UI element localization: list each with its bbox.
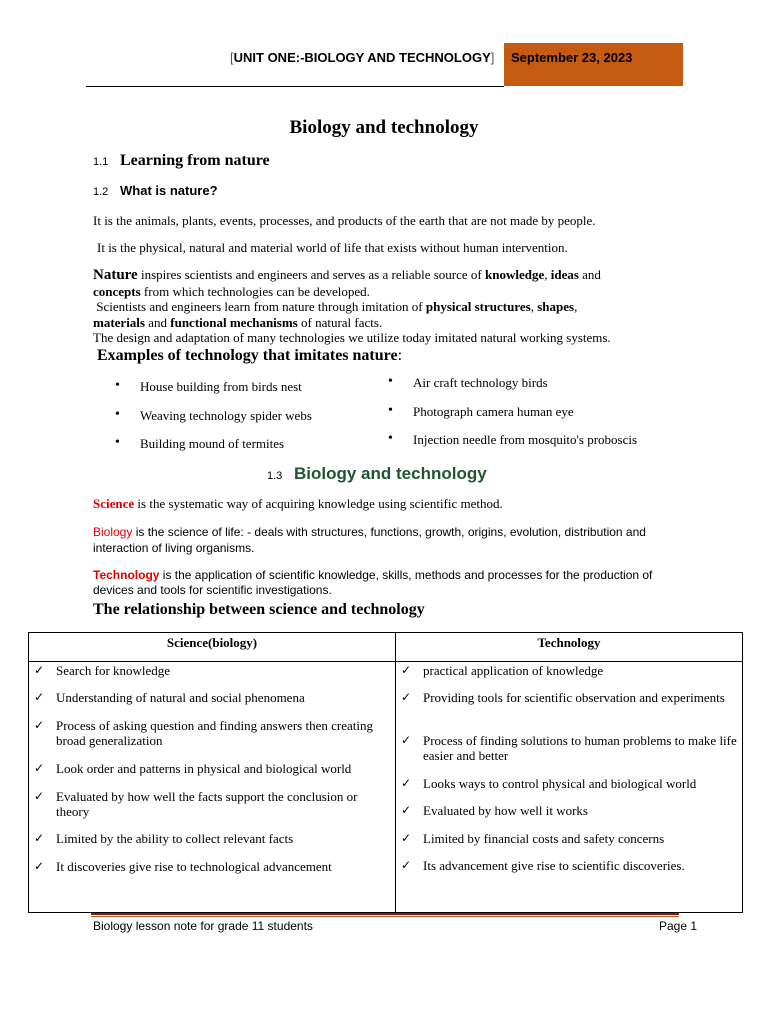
header-date: September 23, 2023 (511, 50, 633, 65)
examples-list-left (115, 379, 312, 465)
term-concepts: concepts (93, 283, 141, 299)
column-header-technology: Technology (537, 635, 601, 650)
list-item (34, 690, 384, 718)
term-physical-structures: physical structures (425, 299, 531, 314)
relationship-heading: The relationship between science and technology (93, 601, 425, 618)
list-item (34, 663, 384, 690)
section-1-3-heading (267, 464, 487, 484)
list-item: • Weaving technology spider webs (115, 408, 312, 437)
check-icon: ✓ (401, 858, 412, 872)
term-biology: Biology (93, 525, 133, 539)
term-technology: Technology (93, 568, 160, 582)
header-divider (29, 661, 742, 662)
section-number: 1.3 (267, 470, 283, 482)
text: , (574, 299, 578, 314)
nature-definition-2: It is the physical, natural and material world of life that exists without human intervention. (97, 240, 568, 255)
column-divider (395, 633, 396, 912)
item-text: Evaluated by how well the facts support the conclusion or theory (56, 789, 358, 819)
term-knowledge: knowledge (485, 267, 545, 282)
item-text: Limited by financial costs and safety concerns (423, 831, 665, 846)
item-text: Look order and patterns in physical and biological world (56, 761, 352, 776)
text: and (578, 267, 601, 282)
check-icon: ✓ (34, 690, 45, 704)
term-nature: Nature (93, 267, 138, 283)
text: of natural facts. (297, 314, 383, 330)
list-item: • House building from birds nest (115, 379, 312, 408)
list-item: • Air craft technology birds (388, 375, 637, 404)
term-functional-mechanisms: functional mechanisms (170, 314, 298, 330)
item-text: Looks ways to control physical and biological world (423, 776, 697, 791)
list-item (401, 803, 741, 831)
examples-list-right (388, 375, 637, 461)
list-item (34, 789, 384, 831)
section-1-2-heading (93, 183, 218, 198)
examples-heading (97, 347, 402, 365)
item-text: Its advancement give rise to scientific discoveries. (423, 858, 685, 873)
definition-text: is the systematic way of acquiring knowledge using scientific method. (134, 496, 503, 511)
list-item (401, 733, 741, 776)
list-item: • Injection needle from mosquito's proboscis (388, 432, 637, 461)
definition-text: is the application of scientific knowledge, skills, methods and processes for the production of devices and tools for scientific investigations. (93, 568, 653, 597)
science-definition (93, 496, 503, 512)
check-icon: ✓ (401, 776, 412, 790)
section-1-1-heading (93, 152, 270, 170)
item-text: It discoveries give rise to technological advancement (56, 859, 332, 874)
item-text: Process of asking question and finding answers then creating broad generalization (56, 718, 373, 748)
page-number: Page 1 (659, 919, 698, 933)
list-item: • Building mound of termites (115, 436, 312, 465)
check-icon: ✓ (401, 733, 412, 747)
section-number: 1.2 (93, 186, 109, 198)
section-title: Biology and technology (294, 464, 487, 483)
bracket-close: ] (490, 50, 495, 65)
check-icon: ✓ (34, 859, 45, 873)
text: , (544, 267, 551, 282)
text: and (144, 314, 171, 330)
list-item (401, 776, 741, 803)
list-item (401, 858, 741, 886)
footer-rule-dark (91, 913, 679, 915)
check-icon: ✓ (34, 789, 45, 803)
examples-heading-colon: : (397, 347, 403, 364)
item-text: Limited by the ability to collect relevant facts (56, 831, 294, 846)
list-item (401, 663, 741, 690)
science-list (34, 663, 384, 887)
check-icon: ✓ (34, 831, 45, 845)
check-icon: ✓ (401, 663, 412, 677)
nature-paragraph (93, 267, 673, 346)
examples-heading-text: Examples of technology that imitates nature (97, 347, 398, 364)
check-icon: ✓ (34, 663, 45, 677)
section-number: 1.1 (93, 156, 109, 168)
item-text: Process of finding solutions to human problems to make life easier and better (423, 733, 737, 763)
list-item (34, 859, 384, 887)
column-header-science: Science(biology) (166, 635, 258, 650)
check-icon: ✓ (401, 690, 412, 704)
nature-definition-1: It is the animals, plants, events, processes, and products of the earth that are not made by people. (93, 213, 596, 228)
bracket-open: [ (230, 50, 234, 65)
header-unit-title (230, 50, 494, 65)
check-icon: ✓ (34, 718, 45, 732)
term-science: Science (93, 496, 135, 511)
list-item (34, 718, 384, 761)
page-title: Biology and technology (289, 117, 479, 138)
comparison-table (28, 632, 743, 913)
text: Scientists and engineers learn from nature through imitation of (96, 299, 426, 314)
header-rule (86, 86, 504, 87)
list-item (34, 831, 384, 859)
definition-text: is the science of life: - deals with structures, functions, growth, origins, evolution, distribution and interaction of living organisms. (93, 525, 646, 555)
footer-note: Biology lesson note for grade 11 students (93, 919, 313, 933)
section-title: Learning from nature (120, 152, 270, 169)
unit-label: UNIT ONE:-BIOLOGY AND TECHNOLOGY (233, 50, 491, 65)
term-materials: materials (93, 314, 145, 330)
item-text: Understanding of natural and social phenomena (56, 690, 305, 705)
footer-rule-orange (91, 916, 679, 917)
text: The design and adaptation of many technologies we utilize today imitated natural working systems. (93, 330, 611, 345)
list-item (401, 831, 741, 858)
check-icon: ✓ (34, 761, 45, 775)
term-shapes: shapes (537, 299, 575, 314)
item-text: Evaluated by how well it works (423, 803, 588, 818)
check-icon: ✓ (401, 831, 412, 845)
list-item (34, 761, 384, 789)
item-text: practical application of knowledge (423, 663, 604, 678)
section-title: What is nature? (120, 183, 218, 198)
term-ideas: ideas (550, 267, 579, 282)
technology-definition (93, 568, 653, 598)
biology-definition (93, 524, 653, 556)
text: inspires scientists and engineers and serves as a reliable source of (137, 267, 485, 282)
text: from which technologies can be developed. (140, 283, 370, 299)
item-text: Search for knowledge (56, 663, 171, 678)
text: , (530, 299, 538, 314)
list-item: • Photograph camera human eye (388, 404, 637, 433)
technology-list (401, 663, 741, 886)
list-item (401, 690, 741, 733)
check-icon: ✓ (401, 803, 412, 817)
item-text: Providing tools for scientific observation and experiments (423, 690, 725, 705)
